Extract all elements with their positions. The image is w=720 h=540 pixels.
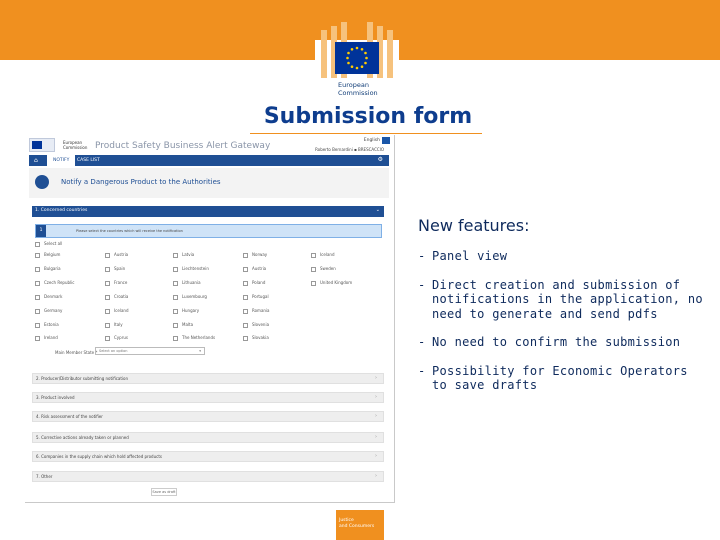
country-checkbox[interactable] xyxy=(173,280,201,286)
section-corrective-actions[interactable] xyxy=(32,432,384,443)
country-label: Iceland xyxy=(320,252,335,257)
section-concerned-countries[interactable] xyxy=(32,206,384,217)
bottom-logo-line-2: and Consumers xyxy=(339,524,375,529)
country-label: Austria xyxy=(114,252,129,257)
country-label: Bulgaria xyxy=(44,266,61,271)
country-checkbox[interactable] xyxy=(173,294,207,300)
feature-item: - Panel view xyxy=(418,249,508,263)
country-checkbox[interactable] xyxy=(243,280,265,286)
gear-icon[interactable]: ⚙ xyxy=(377,156,383,163)
section-label: 2. Producer/Distributor submitting notification xyxy=(36,376,129,381)
language-selector[interactable]: English xyxy=(363,138,380,143)
section-risk[interactable] xyxy=(32,411,384,422)
eu-flag-icon xyxy=(335,42,379,74)
logo-wordmark xyxy=(333,78,393,102)
country-label: Denmark xyxy=(44,294,63,299)
app-navbar xyxy=(29,155,389,166)
country-label: Ireland xyxy=(44,335,58,340)
country-label: Portugal xyxy=(252,294,269,299)
country-label: United Kingdom xyxy=(320,280,353,285)
country-checkbox[interactable] xyxy=(105,322,123,328)
page-heading-bar xyxy=(29,168,389,198)
country-checkbox[interactable] xyxy=(105,280,127,286)
notice-text: Please select the countries which will receive the notification xyxy=(76,229,183,233)
logo-line-2: Commission xyxy=(338,89,378,97)
country-checkbox[interactable] xyxy=(105,308,128,314)
feature-text: No need to confirm the submission xyxy=(432,335,681,349)
feature-text: Direct creation and submission of notifications in the application, no need to generate and send pdfs xyxy=(432,277,703,321)
country-checkbox[interactable] xyxy=(35,266,61,272)
section-label: 1. Concerned countries xyxy=(35,208,88,213)
logo-line-1: European xyxy=(338,81,369,89)
feature-item: - Direct creation and submission of notifications in the application, no need to generate and send pdfs xyxy=(418,277,703,321)
mini-ec-wordmark xyxy=(63,140,87,150)
country-label: Spain xyxy=(114,266,126,271)
country-checkbox[interactable] xyxy=(173,308,199,314)
european-commission-logo xyxy=(305,20,409,102)
chevron-down-icon: ▾ xyxy=(199,349,201,353)
country-checkbox[interactable] xyxy=(243,335,269,341)
title-underline xyxy=(250,133,482,134)
country-label: Liechtenstein xyxy=(182,266,209,271)
country-checkbox[interactable] xyxy=(173,252,194,258)
country-label: Estonia xyxy=(44,322,59,327)
select-placeholder: Select an option xyxy=(99,349,128,353)
chevron-right-icon: › xyxy=(375,453,377,459)
feature-item: - No need to confirm the submission xyxy=(418,335,681,349)
country-checkbox[interactable] xyxy=(243,252,267,258)
country-checkbox[interactable] xyxy=(243,266,266,272)
country-checkbox[interactable] xyxy=(35,294,62,300)
app-header xyxy=(25,135,394,155)
country-label: Cyprus xyxy=(114,335,128,340)
feature-item: - Possibility for Economic Operators to save drafts xyxy=(418,363,688,392)
select-all-checkbox[interactable] xyxy=(35,241,62,247)
tab-notify[interactable]: NOTIFY xyxy=(47,155,75,166)
country-checkbox[interactable] xyxy=(173,322,193,328)
country-label: Malta xyxy=(182,322,194,327)
section-label: 5. Corrective actions already taken or planned xyxy=(36,435,129,440)
features-panel xyxy=(418,216,708,407)
country-label: Lithuania xyxy=(182,280,201,285)
feature-text: Panel view xyxy=(432,249,508,263)
mini-logo-line-1: European xyxy=(63,140,83,145)
country-checkbox[interactable] xyxy=(311,280,352,286)
country-label: Italy xyxy=(114,322,123,327)
country-label: Norway xyxy=(252,252,268,257)
country-checkbox[interactable] xyxy=(35,322,59,328)
country-checkbox[interactable] xyxy=(35,280,74,286)
chevron-right-icon: › xyxy=(375,413,377,419)
justice-consumers-logo xyxy=(336,510,384,540)
country-label: France xyxy=(114,280,128,285)
bottom-logo-line-1: Justice xyxy=(339,518,354,523)
member-state-label: Main Member State * xyxy=(55,350,98,355)
app-title: Product Safety Business Alert Gateway xyxy=(95,141,271,151)
country-checkbox[interactable] xyxy=(35,335,58,341)
country-checkbox[interactable] xyxy=(243,294,269,300)
country-label: Poland xyxy=(252,280,266,285)
country-label: Slovenia xyxy=(252,322,270,327)
section-producer[interactable] xyxy=(32,373,384,384)
country-checkbox[interactable] xyxy=(105,252,128,258)
country-label: Czech Republic xyxy=(44,280,75,285)
chevron-right-icon: › xyxy=(375,375,377,381)
app-screenshot xyxy=(25,135,395,503)
info-notice xyxy=(35,224,382,238)
home-icon[interactable]: ⌂ xyxy=(34,157,38,164)
section-label: 4. Risk assessment of the notifier xyxy=(36,414,103,419)
save-draft-button[interactable]: Save as draft xyxy=(152,490,176,494)
chevron-right-icon: › xyxy=(375,434,377,440)
country-label: Croatia xyxy=(114,294,129,299)
features-heading: New features: xyxy=(418,216,530,235)
country-checkbox[interactable] xyxy=(105,294,128,300)
country-label: Latvia xyxy=(182,252,195,257)
slide-title: Submission form xyxy=(263,104,473,129)
member-state-select[interactable] xyxy=(95,347,205,355)
country-label: Germany xyxy=(44,308,63,313)
country-checkbox[interactable] xyxy=(35,308,62,314)
language-code-icon[interactable] xyxy=(382,137,390,144)
country-checkbox[interactable] xyxy=(173,335,215,341)
country-label: Luxembourg xyxy=(182,294,207,299)
country-label: Belgium xyxy=(44,252,61,257)
mini-logo-line-2: Commission xyxy=(63,145,88,150)
select-all-label: Select all xyxy=(44,241,63,246)
country-label: The Netherlands xyxy=(182,335,216,340)
section-label: 3. Product involved xyxy=(36,395,75,400)
section-product[interactable] xyxy=(32,392,384,403)
mini-ec-logo xyxy=(29,138,55,152)
country-checkbox[interactable] xyxy=(243,322,269,328)
country-label: Austria xyxy=(252,266,267,271)
country-checkbox[interactable] xyxy=(311,266,336,272)
country-checkbox[interactable] xyxy=(243,308,270,314)
country-checkbox[interactable] xyxy=(105,335,128,341)
country-label: Slovakia xyxy=(252,335,269,340)
country-checkbox[interactable] xyxy=(173,266,209,272)
section-supply-chain[interactable] xyxy=(32,451,384,462)
chevron-right-icon: › xyxy=(375,394,377,400)
section-label: 6. Companies in the supply chain which hold affected products xyxy=(36,454,162,459)
country-label: Hungary xyxy=(182,308,200,313)
feature-text: Possibility for Economic Operators to save drafts xyxy=(432,363,688,392)
user-menu[interactable]: Roberto Bernardini ▪ BRESCACCIO xyxy=(315,147,384,152)
notice-number: 1 xyxy=(36,225,46,237)
country-checkbox[interactable] xyxy=(311,252,334,258)
person-icon xyxy=(35,175,49,189)
country-label: Sweden xyxy=(320,266,336,271)
country-label: Iceland xyxy=(114,308,129,313)
country-checkbox[interactable] xyxy=(35,252,60,258)
tab-case-list[interactable]: CASE LIST xyxy=(77,158,100,163)
section-other[interactable] xyxy=(32,471,384,482)
page-heading: Notify a Dangerous Product to the Authorities xyxy=(61,178,221,186)
country-checkbox[interactable] xyxy=(105,266,125,272)
country-label: Romania xyxy=(252,308,270,313)
chevron-right-icon: › xyxy=(375,473,377,479)
section-label: 7. Other xyxy=(36,474,53,479)
chevron-down-icon: ⌄ xyxy=(375,207,380,213)
